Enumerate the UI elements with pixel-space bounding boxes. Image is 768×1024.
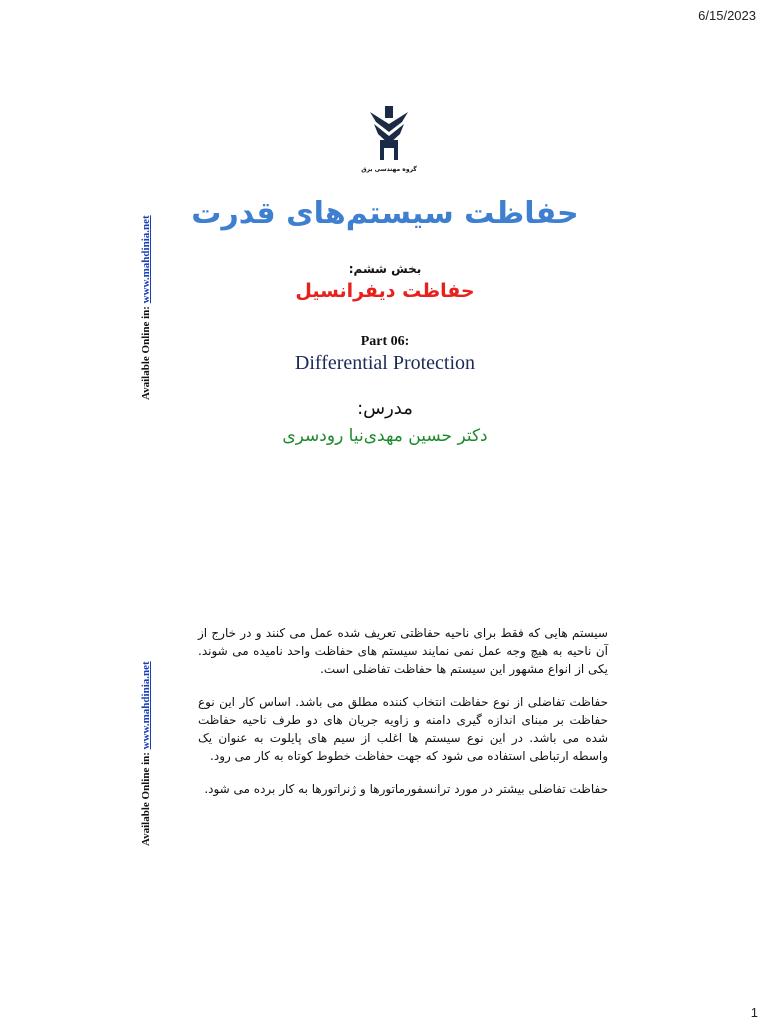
side-note-prefix: Available Online in: <box>140 752 152 846</box>
subtitle-en: Differential Protection <box>294 352 476 374</box>
university-logo <box>344 104 434 173</box>
body-paragraph: حفاظت تفاضلی بیشتر در مورد ترانسفورماتورها و ژنراتورها به کار برده می شود. <box>204 782 608 796</box>
body-paragraph: سیستم هایی که فقط برای ناحیه حفاظتی تعریف شده عمل می کنند و در خارج از آن ناحیه به هیچ وجه عمل نمی نمایند سیستم های حفاظت واحد نامیده می شوند. یکی از انواع مشهور این سیستم ها حفاظت تفاضلی است. <box>198 626 608 676</box>
lecturer-label: مدرس: <box>357 398 413 419</box>
page-date: 6/15/2023 <box>698 8 756 23</box>
side-note-prefix: Available Online in: <box>140 306 152 400</box>
side-availability-note-2 <box>140 661 152 846</box>
lecturer-name: دکتر حسین مهدی‌نیا رودسری <box>282 426 488 446</box>
main-title: حفاظت سیستم‌های قدرت <box>191 196 579 231</box>
part-label-en: Part 06: <box>360 334 410 349</box>
logo-emblem-icon <box>366 104 412 164</box>
side-note-link[interactable]: www.mahdinia.net <box>140 661 152 750</box>
body-paragraph: حفاظت تفاضلی از نوع حفاظت انتخاب کننده مطلق می باشد. اساس کار این نوع حفاظت بر مبنای اندازه گیری دامنه و زاویه جریان های دو طرف ناحیه حفاظت شده می باشد. در این نوع سیستم ها اغلب از سیم های پایلوت به عنوان یک واسطه ارتباطی استفاده می شود که جهت حفاظت خطوط کوتاه به کار می رود. <box>198 695 608 763</box>
subtitle-fa: حفاظت دیفرانسیل <box>295 280 475 302</box>
slide-body <box>198 624 608 813</box>
side-note-link[interactable]: www.mahdinia.net <box>140 215 152 304</box>
part-label-fa: بخش ششم: <box>348 262 422 276</box>
logo-caption: گروه مهندسی برق <box>361 166 417 173</box>
page-number: 1 <box>750 1005 758 1020</box>
